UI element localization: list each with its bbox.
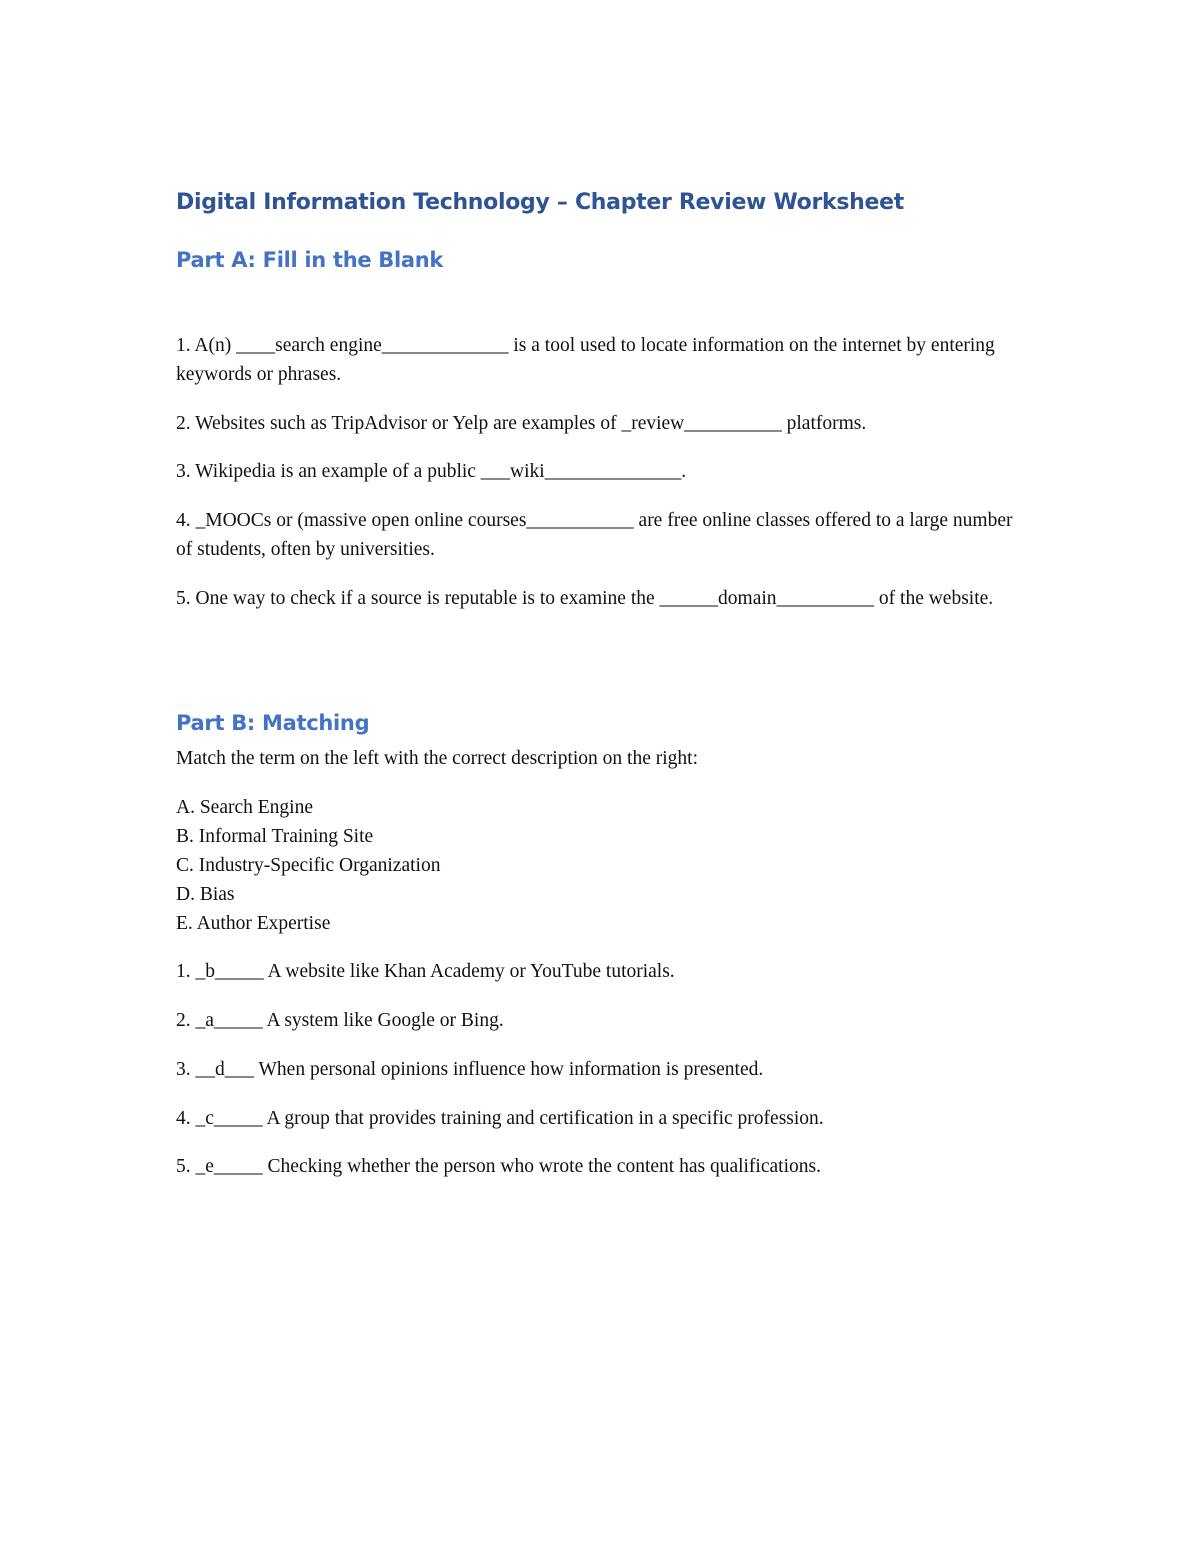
- fill-blank-question-3: 3. Wikipedia is an example of a public ___wiki______________.: [176, 461, 687, 482]
- fill-blank-question-2: 2. Websites such as TripAdvisor or Yelp are examples of _review__________ platforms.: [176, 413, 867, 434]
- matching-answer-4: 4. _c_____ A group that provides training and certification in a specific profession.: [176, 1108, 824, 1129]
- fill-blank-question-4: 4. _MOOCs or (massive open online courses___________ are free online classes offered to a large number of students, often by universities.: [176, 510, 1013, 560]
- matching-answer-5: 5. _e_____ Checking whether the person who wrote the content has qualifications.: [176, 1156, 821, 1177]
- matching-answer-3: 3. __d___ When personal opinions influence how information is presented.: [176, 1059, 764, 1080]
- part-b-heading: Part B: Matching: [176, 711, 370, 735]
- matching-term-e: E. Author Expertise: [176, 913, 331, 934]
- fill-blank-question-5: 5. One way to check if a source is reputable is to examine the ______domain__________ of the website.: [176, 588, 994, 609]
- matching-term-d: D. Bias: [176, 884, 235, 905]
- worksheet-page: [176, 0, 1026, 1553]
- worksheet-title: Digital Information Technology – Chapter Review Worksheet: [176, 190, 904, 215]
- matching-answer-2: 2. _a_____ A system like Google or Bing.: [176, 1010, 504, 1031]
- matching-term-b: B. Informal Training Site: [176, 826, 374, 847]
- matching-term-c: C. Industry-Specific Organization: [176, 855, 441, 876]
- matching-term-a: A. Search Engine: [176, 797, 313, 818]
- matching-instructions: Match the term on the left with the correct description on the right:: [176, 748, 699, 769]
- matching-answer-1: 1. _b_____ A website like Khan Academy or YouTube tutorials.: [176, 961, 675, 982]
- fill-blank-question-1: 1. A(n) ____search engine_____________ is a tool used to locate information on the internet by entering keywords or phrases.: [176, 335, 995, 385]
- part-a-heading: Part A: Fill in the Blank: [176, 248, 444, 272]
